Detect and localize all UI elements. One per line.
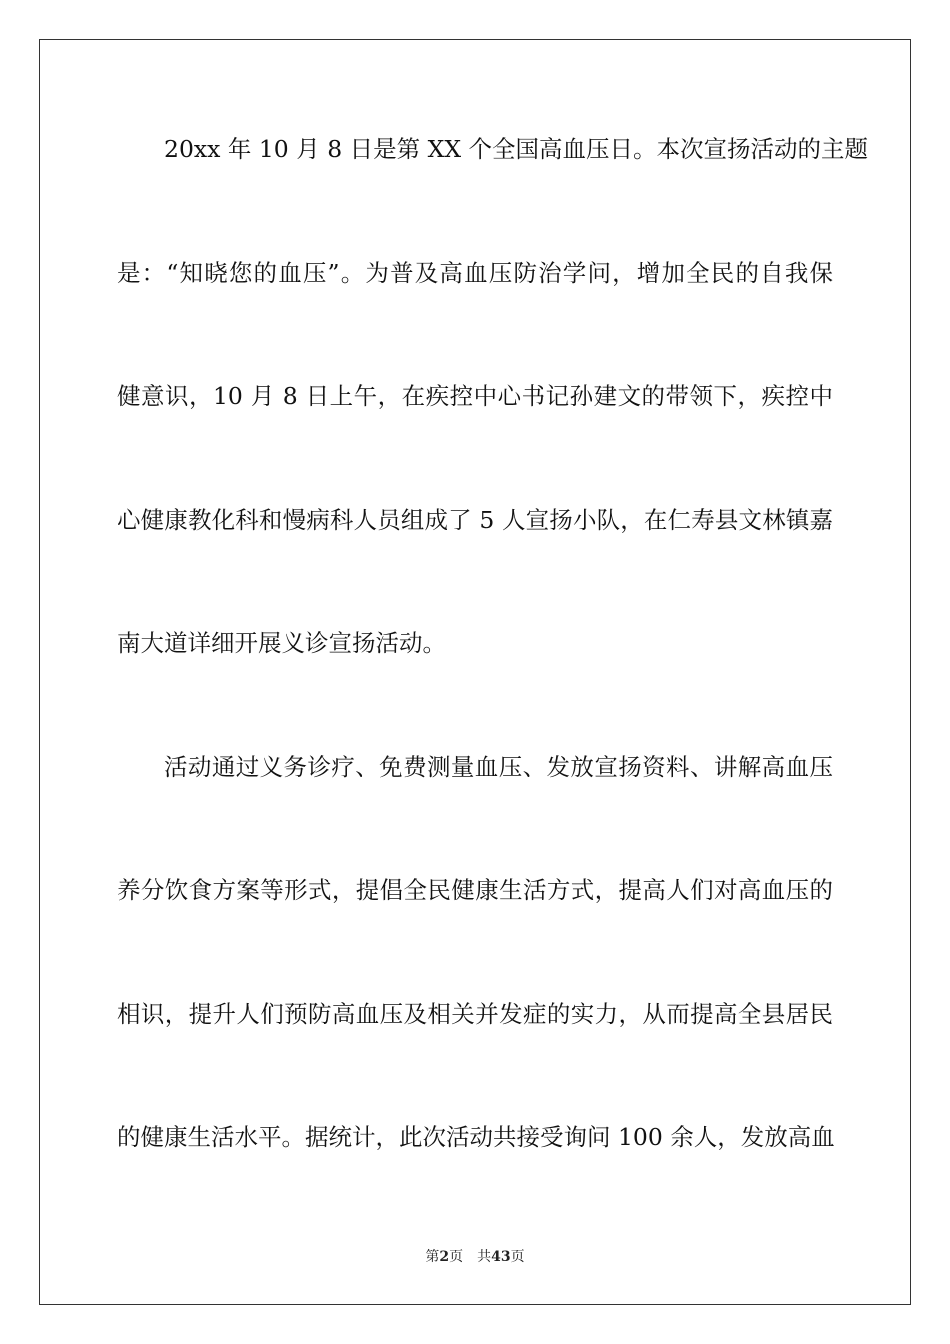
paragraph-2-line-2: 养分饮食方案等形式，提倡全民健康生活方式，提高人们对高血压的 [117,876,833,904]
page-suffix: 页 [449,1249,464,1265]
paragraph-1-line-1: 20xx 年 10 月 8 日是第 XX 个全国高血压日。本次宣扬活动的主题 [164,135,869,163]
paragraph-2-line-3: 相识，提升人们预防高血压及相关并发症的实力，从而提高全县居民 [117,999,833,1028]
page-prefix: 第 [425,1249,440,1265]
page-number: 2 [439,1249,450,1265]
paragraph-1-line-5: 南大道详细开展义诊宣扬活动。 [117,629,446,657]
paragraph-1-line-2: 是：“知晓您的血压”。为普及高血压防治学问，增加全民的自我保 [117,258,833,287]
paragraph-2-line-4: 的健康生活水平。据统计，此次活动共接受询问 100 余人，发放高血 [117,1123,835,1151]
paragraph-1-line-4: 心健康教化科和慢病科人员组成了 5 人宣扬小队，在仁寿县文林镇嘉 [117,505,833,534]
total-prefix: 共 [477,1249,492,1265]
paragraph-2-line-1: 活动通过义务诊疗、免费测量血压、发放宣扬资料、讲解高血压 [164,752,833,781]
total-suffix: 页 [510,1249,525,1265]
page-footer [0,1247,950,1267]
total-pages: 43 [491,1249,511,1265]
paragraph-1-line-3: 健意识，10 月 8 日上午，在疾控中心书记孙建文的带领下，疾控中 [117,382,833,410]
document-body [117,126,869,1161]
